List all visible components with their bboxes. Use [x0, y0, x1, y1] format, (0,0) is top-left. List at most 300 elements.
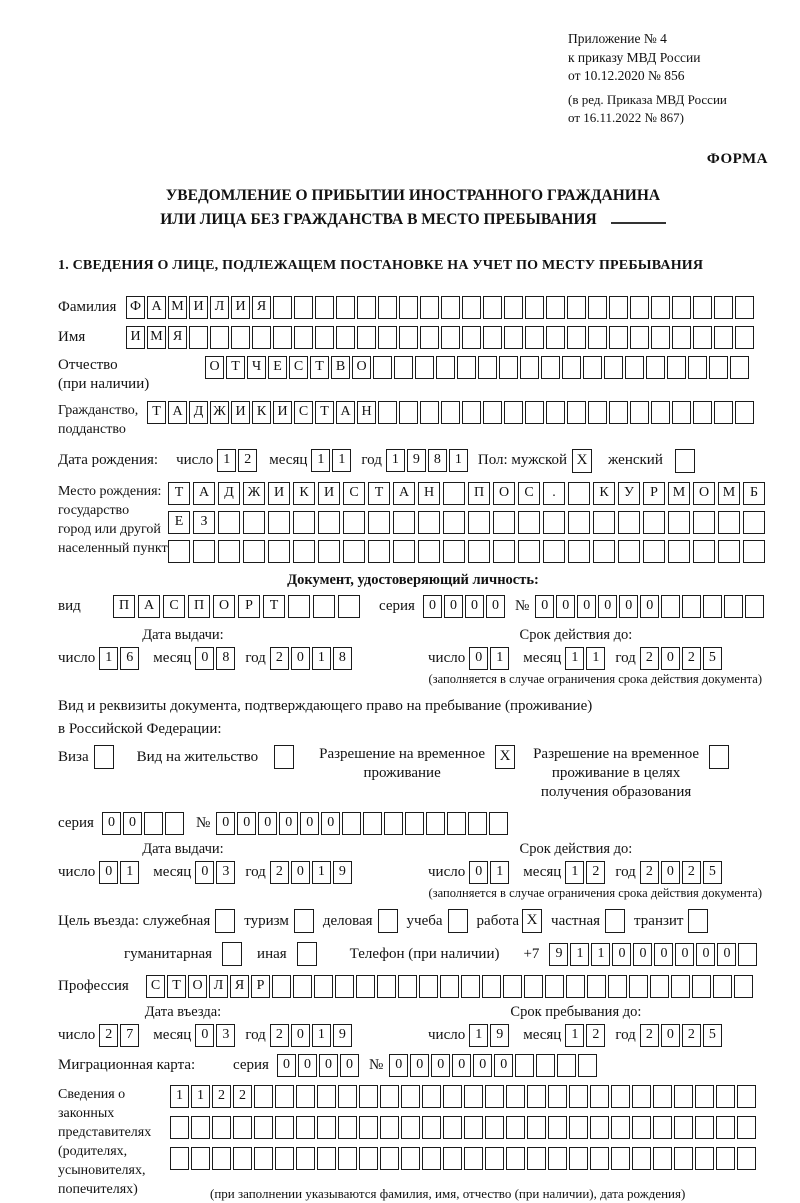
char-box: 9 — [407, 449, 426, 472]
char-box: Я — [252, 296, 271, 319]
char-box — [293, 975, 312, 998]
resident-doc-line2: в Российской Федерации: — [58, 721, 222, 738]
char-box — [650, 975, 669, 998]
char-box — [630, 296, 649, 319]
form-title — [58, 184, 768, 232]
char-box: 0 — [717, 943, 736, 966]
purpose-turizm-label: туризм — [244, 912, 289, 929]
char-box — [583, 356, 602, 379]
char-box: И — [126, 326, 145, 349]
char-box — [590, 1085, 609, 1108]
char-box — [651, 326, 670, 349]
stay-month-boxes — [565, 1024, 607, 1047]
char-box — [419, 975, 438, 998]
char-box: 0 — [319, 1054, 338, 1077]
char-box: 2 — [586, 1024, 605, 1047]
doc-issue-day-label: число — [58, 649, 96, 666]
permit-valid-note: (заполняется в случае ограничения срока действия документа) — [428, 886, 762, 901]
doc-type-boxes — [113, 595, 363, 618]
visa-checkbox — [94, 745, 116, 769]
char-box: Р — [238, 595, 260, 618]
patronymic-boxes — [205, 356, 751, 379]
doc-valid-year-boxes — [640, 647, 724, 670]
char-box — [144, 812, 163, 835]
char-box — [709, 356, 728, 379]
char-box — [625, 356, 644, 379]
char-box — [714, 401, 733, 424]
purpose-ucheba-label: учеба — [406, 912, 443, 929]
char-box: С — [343, 482, 365, 505]
char-box — [674, 1116, 693, 1139]
doc-number-sign: № — [514, 597, 530, 614]
char-box — [548, 1116, 567, 1139]
char-box — [368, 540, 390, 563]
char-box — [296, 1147, 315, 1170]
char-box: А — [147, 296, 166, 319]
char-box — [191, 1147, 210, 1170]
char-box — [294, 326, 313, 349]
permit-number-boxes — [216, 812, 510, 835]
char-box — [643, 511, 665, 534]
char-box — [518, 511, 540, 534]
char-box — [588, 326, 607, 349]
char-box: 0 — [619, 595, 638, 618]
char-box — [692, 975, 711, 998]
char-box: 0 — [469, 861, 488, 884]
char-box — [667, 356, 686, 379]
char-box — [394, 356, 413, 379]
char-box: 0 — [661, 647, 680, 670]
char-box: К — [252, 401, 271, 424]
char-box: А — [168, 401, 187, 424]
char-box — [545, 975, 564, 998]
sex-male-checkbox — [572, 449, 594, 473]
char-box — [618, 540, 640, 563]
char-box: 0 — [279, 812, 298, 835]
birth-day-boxes — [217, 449, 259, 472]
char-box — [485, 1147, 504, 1170]
char-box: 0 — [473, 1054, 492, 1077]
purpose-ucheba-checkbox — [448, 909, 470, 933]
forma-label: ФОРМА — [706, 150, 768, 167]
char-box — [548, 1147, 567, 1170]
char-box — [493, 540, 515, 563]
doc-issue-year-boxes — [270, 647, 354, 670]
char-box: А — [336, 401, 355, 424]
char-box: З — [193, 511, 215, 534]
char-box — [462, 296, 481, 319]
stay-until-heading: Срок пребывания до: — [510, 1004, 642, 1021]
char-box: 0 — [696, 943, 715, 966]
char-box — [518, 540, 540, 563]
char-box — [252, 326, 271, 349]
doc-valid-month-boxes — [565, 647, 607, 670]
char-box: 0 — [577, 595, 596, 618]
char-box: 0 — [340, 1054, 359, 1077]
char-box: 0 — [410, 1054, 429, 1077]
char-box: 0 — [258, 812, 277, 835]
char-box: А — [138, 595, 160, 618]
char-box — [274, 745, 294, 769]
char-box — [608, 975, 627, 998]
char-box — [359, 1085, 378, 1108]
char-box — [468, 511, 490, 534]
char-box — [335, 975, 354, 998]
char-box: 3 — [216, 861, 235, 884]
char-box — [569, 1085, 588, 1108]
char-box: Я — [230, 975, 249, 998]
char-box: 2 — [238, 449, 257, 472]
char-box — [546, 326, 565, 349]
char-box: С — [146, 975, 165, 998]
entry-year-boxes — [270, 1024, 354, 1047]
char-box — [275, 1147, 294, 1170]
char-box — [268, 511, 290, 534]
char-box: 2 — [212, 1085, 231, 1108]
char-box — [609, 326, 628, 349]
char-box — [735, 326, 754, 349]
char-box: И — [189, 296, 208, 319]
char-box: 2 — [682, 1024, 701, 1047]
char-box: 0 — [321, 812, 340, 835]
char-box — [441, 401, 460, 424]
char-box: 0 — [494, 1054, 513, 1077]
char-box — [567, 296, 586, 319]
char-box — [611, 1147, 630, 1170]
char-box: Ж — [210, 401, 229, 424]
char-box: 0 — [598, 595, 617, 618]
char-box: 0 — [486, 595, 505, 618]
char-box — [567, 401, 586, 424]
stay-day-label: число — [428, 1027, 466, 1044]
char-box — [695, 1085, 714, 1108]
representatives-note: (при заполнении указываются фамилия, имя, отчество (при наличии), дата рождения) — [210, 1186, 686, 1202]
char-box — [543, 511, 565, 534]
char-box — [357, 326, 376, 349]
char-box — [399, 401, 418, 424]
char-box — [336, 326, 355, 349]
char-box — [338, 1085, 357, 1108]
char-box — [527, 1085, 546, 1108]
char-box: 5 — [703, 1024, 722, 1047]
annex-reference — [568, 30, 768, 127]
residence-permit-checkbox — [274, 745, 296, 769]
migration-seriya-boxes — [277, 1054, 361, 1077]
sex-male-label: Пол: мужской — [477, 452, 568, 469]
char-box — [373, 356, 392, 379]
char-box — [713, 975, 732, 998]
char-box — [233, 1147, 252, 1170]
char-box — [693, 540, 715, 563]
char-box: 0 — [675, 943, 694, 966]
stay-day-boxes — [469, 1024, 511, 1047]
char-box — [288, 595, 310, 618]
char-box: 1 — [469, 1024, 488, 1047]
char-box: И — [231, 401, 250, 424]
char-box: 1 — [449, 449, 468, 472]
char-box: А — [393, 482, 415, 505]
surname-label: Фамилия — [58, 298, 117, 315]
char-box — [457, 356, 476, 379]
char-box: П — [468, 482, 490, 505]
char-box: 0 — [277, 1054, 296, 1077]
char-box — [254, 1116, 273, 1139]
char-box: 0 — [633, 943, 652, 966]
char-box: Е — [268, 356, 287, 379]
char-box — [243, 540, 265, 563]
doc-issue-month-label: месяц — [153, 649, 192, 666]
purpose-delovaya-label: деловая — [322, 912, 373, 929]
char-box: 0 — [640, 595, 659, 618]
char-box — [688, 909, 708, 933]
char-box — [745, 595, 764, 618]
char-box — [695, 1116, 714, 1139]
char-box: Л — [210, 296, 229, 319]
char-box: Р — [251, 975, 270, 998]
char-box — [401, 1116, 420, 1139]
char-box — [483, 326, 502, 349]
char-box — [443, 511, 465, 534]
annex-edit-line: от 16.11.2022 № 867) — [568, 109, 685, 125]
char-box — [609, 401, 628, 424]
char-box — [233, 1116, 252, 1139]
char-box: 9 — [490, 1024, 509, 1047]
representatives-row1-boxes — [170, 1085, 758, 1108]
char-box — [393, 511, 415, 534]
char-box — [688, 356, 707, 379]
char-box — [399, 296, 418, 319]
char-box — [294, 296, 313, 319]
char-box: Т — [167, 975, 186, 998]
birth-place-row1-boxes — [168, 482, 768, 505]
identity-doc-heading: Документ, удостоверяющий личность: — [287, 571, 539, 588]
char-box — [567, 326, 586, 349]
char-box — [378, 296, 397, 319]
char-box — [243, 511, 265, 534]
char-box: К — [593, 482, 615, 505]
char-box — [478, 356, 497, 379]
char-box: 0 — [465, 595, 484, 618]
char-box — [212, 1147, 231, 1170]
char-box — [520, 356, 539, 379]
char-box — [443, 1116, 462, 1139]
purpose-turizm-checkbox — [294, 909, 316, 933]
char-box: М — [668, 482, 690, 505]
char-box: Д — [189, 401, 208, 424]
char-box — [568, 540, 590, 563]
title-blank-underline — [611, 222, 666, 224]
char-box — [420, 401, 439, 424]
char-box — [734, 975, 753, 998]
char-box: 2 — [682, 861, 701, 884]
char-box — [646, 356, 665, 379]
phone-boxes — [549, 943, 759, 966]
char-box — [293, 511, 315, 534]
char-box — [315, 296, 334, 319]
char-box: 5 — [703, 647, 722, 670]
char-box — [275, 1085, 294, 1108]
char-box: 0 — [291, 647, 310, 670]
char-box — [405, 812, 424, 835]
char-box — [315, 326, 334, 349]
char-box: Т — [263, 595, 285, 618]
char-box: 0 — [389, 1054, 408, 1077]
char-box — [743, 540, 765, 563]
char-box: 0 — [423, 595, 442, 618]
char-box: 1 — [312, 1024, 331, 1047]
char-box — [222, 942, 242, 966]
char-box — [357, 296, 376, 319]
char-box — [536, 1054, 555, 1077]
char-box — [377, 975, 396, 998]
char-box — [170, 1116, 189, 1139]
char-box — [632, 1085, 651, 1108]
char-box — [651, 401, 670, 424]
char-box — [359, 1147, 378, 1170]
char-box — [674, 1147, 693, 1170]
char-box — [503, 975, 522, 998]
char-box — [588, 401, 607, 424]
purpose-tranzit-checkbox — [688, 909, 710, 933]
char-box — [593, 511, 615, 534]
char-box: 1 — [311, 449, 330, 472]
permit-issue-year-label: год — [245, 864, 266, 881]
char-box: Я — [168, 326, 187, 349]
char-box — [336, 296, 355, 319]
birth-place-label: Место рождения: государство город или другой населенный пункт — [58, 483, 168, 556]
char-box — [693, 511, 715, 534]
char-box — [630, 326, 649, 349]
char-box: У — [618, 482, 640, 505]
char-box — [461, 975, 480, 998]
char-box — [485, 1116, 504, 1139]
char-box — [524, 975, 543, 998]
char-box — [525, 401, 544, 424]
char-box — [672, 296, 691, 319]
permit-issue-day-label: число — [58, 864, 96, 881]
char-box — [268, 540, 290, 563]
permit-valid-month-boxes — [565, 861, 607, 884]
char-box — [296, 1116, 315, 1139]
char-box — [275, 1116, 294, 1139]
char-box — [294, 909, 314, 933]
char-box: Т — [368, 482, 390, 505]
char-box: 1 — [565, 1024, 584, 1047]
purpose-sluzhebnaya-checkbox — [215, 909, 237, 933]
citizenship-boxes — [147, 401, 756, 424]
char-box — [738, 943, 757, 966]
char-box: 0 — [612, 943, 631, 966]
char-box — [693, 401, 712, 424]
char-box: Н — [357, 401, 376, 424]
char-box: О — [188, 975, 207, 998]
char-box: 1 — [490, 861, 509, 884]
permit-seriya-label: серия — [58, 815, 94, 832]
char-box: О — [213, 595, 235, 618]
char-box — [215, 909, 235, 933]
permit-number-sign: № — [195, 815, 211, 832]
char-box: Р — [643, 482, 665, 505]
sex-female-label: женский — [608, 452, 663, 469]
char-box — [363, 812, 382, 835]
char-box — [737, 1085, 756, 1108]
char-box — [165, 812, 184, 835]
char-box: В — [331, 356, 350, 379]
char-box: 1 — [565, 647, 584, 670]
char-box — [426, 812, 445, 835]
char-box: Т — [147, 401, 166, 424]
char-box: 1 — [332, 449, 351, 472]
char-box — [384, 812, 403, 835]
char-box: Т — [226, 356, 245, 379]
permit-valid-day-boxes — [469, 861, 511, 884]
char-box — [716, 1085, 735, 1108]
char-box — [398, 975, 417, 998]
char-box — [420, 326, 439, 349]
stay-year-boxes — [640, 1024, 724, 1047]
char-box — [317, 1085, 336, 1108]
doc-issue-month-boxes — [195, 647, 237, 670]
char-box — [506, 1147, 525, 1170]
char-box: 0 — [216, 812, 235, 835]
char-box: Ж — [243, 482, 265, 505]
char-box — [318, 511, 340, 534]
purpose-delovaya-checkbox — [378, 909, 400, 933]
char-box — [546, 296, 565, 319]
char-box — [562, 356, 581, 379]
doc-valid-day-boxes — [469, 647, 511, 670]
char-box — [338, 1116, 357, 1139]
char-box: С — [294, 401, 313, 424]
char-box: X — [522, 909, 542, 933]
doc-issue-day-boxes — [99, 647, 141, 670]
char-box — [695, 1147, 714, 1170]
char-box — [254, 1147, 273, 1170]
char-box — [735, 401, 754, 424]
doc-issue-heading: Дата выдачи: — [142, 626, 224, 643]
char-box — [378, 909, 398, 933]
char-box: О — [493, 482, 515, 505]
char-box — [468, 540, 490, 563]
char-box — [447, 812, 466, 835]
char-box — [671, 975, 690, 998]
resident-doc-line1: Вид и реквизиты документа, подтверждающего право на пребывание (проживание) — [58, 697, 593, 714]
char-box — [668, 540, 690, 563]
char-box — [418, 511, 440, 534]
char-box: 0 — [661, 1024, 680, 1047]
char-box — [359, 1116, 378, 1139]
stay-month-label: месяц — [523, 1027, 562, 1044]
char-box — [296, 1085, 315, 1108]
char-box — [448, 909, 468, 933]
char-box: М — [147, 326, 166, 349]
entry-day-label: число — [58, 1027, 96, 1044]
char-box — [380, 1085, 399, 1108]
char-box — [218, 511, 240, 534]
char-box — [743, 511, 765, 534]
char-box: О — [352, 356, 371, 379]
rvp-education-checkbox — [709, 745, 731, 769]
visa-label: Виза — [58, 748, 89, 765]
char-box: 8 — [333, 647, 352, 670]
phone-label: Телефон (при наличии) — [349, 945, 500, 962]
char-box — [674, 1085, 693, 1108]
char-box — [440, 975, 459, 998]
title-line-1: УВЕДОМЛЕНИЕ О ПРИБЫТИИ ИНОСТРАННОГО ГРАЖДАНИНА — [165, 186, 661, 204]
char-box — [462, 401, 481, 424]
entry-month-label: месяц — [153, 1027, 192, 1044]
char-box — [703, 595, 722, 618]
